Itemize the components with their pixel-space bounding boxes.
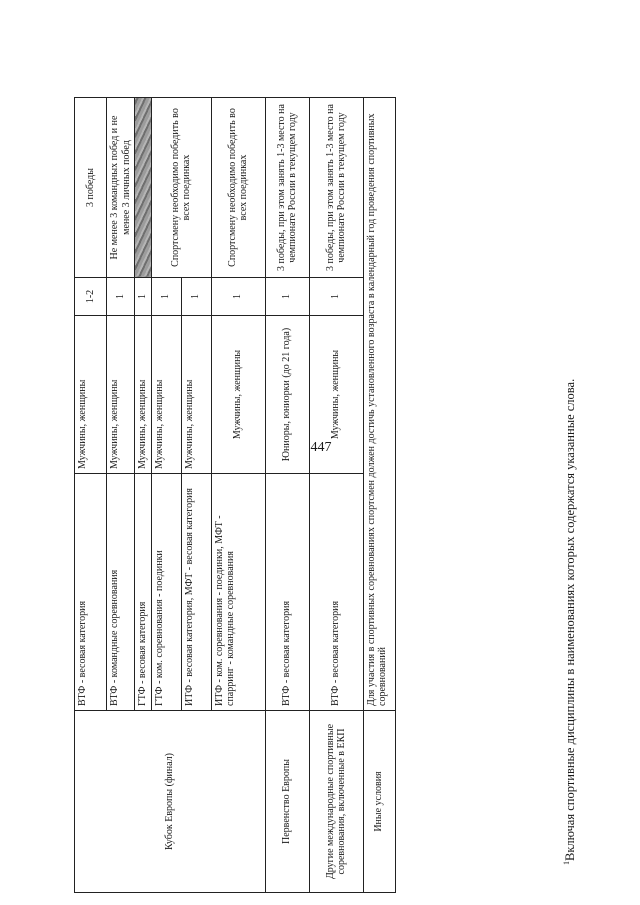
group-cell: Мужчины, женщины [211, 316, 265, 474]
discipline-cell: ВТФ - весовая категория [309, 474, 363, 711]
group-cell: Мужчины, женщины [181, 316, 211, 474]
table-row [363, 98, 395, 893]
discipline-cell: ВТФ - командные соревнования [107, 474, 135, 711]
condition-cell: Спортсмену необходимо победить во всех поединках [211, 98, 265, 278]
condition-cell: 3 победы, при этом занять 1-3 место на чемпионате России в текущем году [309, 98, 363, 278]
group-cell: Юниоры, юниорки (до 21 года) [265, 316, 309, 474]
discipline-cell: ГТФ - ком. соревнования - поединки [151, 474, 181, 711]
table-row [309, 98, 363, 893]
group-cell: Мужчины, женщины [135, 316, 152, 474]
shaded-condition-cell [135, 98, 152, 278]
place-cell: 1 [181, 278, 211, 316]
discipline-cell: ИТФ - весовая категория, МФТ - весовая категория [181, 474, 211, 711]
competition-cell: Первенство Европы [265, 711, 309, 893]
competition-cell: Кубок Европы (финал) [75, 711, 266, 893]
footnote [562, 160, 584, 865]
ranking-conditions-table [74, 97, 396, 893]
place-cell: 1 [151, 278, 181, 316]
rotated-table-wrapper [74, 98, 392, 893]
footnote-mark: 1 [562, 861, 571, 865]
footnote-text: Включая спортивные дисциплины в наименованиях которых содержатся указанные слова. [563, 378, 578, 861]
discipline-cell: ВТФ - весовая категория [265, 474, 309, 711]
table-row [265, 98, 309, 893]
group-cell: Мужчины, женщины [151, 316, 181, 474]
condition-cell: 3 победы [75, 98, 107, 278]
discipline-cell: ИТФ - ком. соревнования - поединки, МФТ - спарринг - командные соревнования [211, 474, 265, 711]
condition-cell: Спортсмену необходимо победить во всех поединках [151, 98, 211, 278]
discipline-cell: ГТФ - весовая категория [135, 474, 152, 711]
place-cell: 1 [309, 278, 363, 316]
group-cell: Мужчины, женщины [75, 316, 107, 474]
page-number: 447 [310, 440, 332, 455]
condition-cell: 3 победы, при этом занять 1-3 место на чемпионате России в текущем году [265, 98, 309, 278]
competition-cell: Иные условия [363, 711, 395, 893]
discipline-cell: ВТФ - весовая категория [75, 474, 107, 711]
place-cell: 1 [107, 278, 135, 316]
group-cell: Мужчины, женщины [107, 316, 135, 474]
place-cell: 1 [265, 278, 309, 316]
place-cell: 1 [211, 278, 265, 316]
condition-cell: Не менее 3 командных побед и не менее 3 личных побед [107, 98, 135, 278]
place-cell: 1 [135, 278, 152, 316]
place-cell: 1-2 [75, 278, 107, 316]
competition-cell: Другие международные спортивные соревнования, включенные в ЕКП [309, 711, 363, 893]
group-cell: Мужчины, женщины [309, 316, 363, 474]
other-conditions-text: Для участия в спортивных соревнованиях спортсмен должен достичь установленного возраста в календарный год проведения спортивных соревнований [363, 98, 395, 711]
table-row [75, 98, 107, 893]
